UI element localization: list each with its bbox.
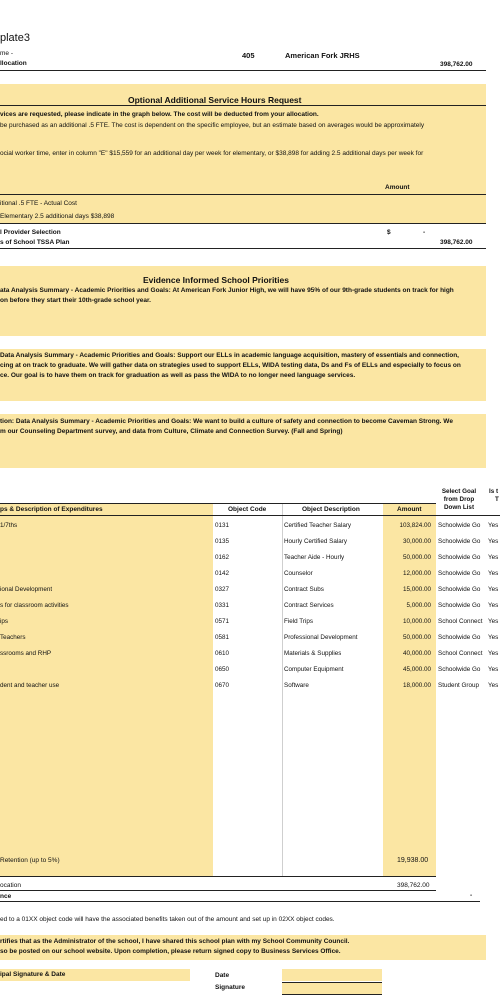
goal-column-header <box>440 488 478 512</box>
row-object-code[interactable]: 0142 <box>215 570 230 577</box>
signature-field-line <box>282 994 382 995</box>
priority-1-line2: on before they start their 10th-grade school year. <box>0 297 151 305</box>
extra-header-line1: Is t <box>489 488 499 495</box>
row-amount[interactable]: 50,000.00 <box>402 634 431 641</box>
row-flag[interactable]: Yes <box>488 682 499 689</box>
allocation-amount: 398,762.00 <box>440 61 473 68</box>
table-header-rule <box>0 515 500 516</box>
options-divider <box>0 223 486 224</box>
certification-line2: so be posted on our school website. Upon completion, please return signed copy to Business Services Office. <box>0 948 341 956</box>
row-object-code[interactable]: 0581 <box>215 634 230 641</box>
table-row <box>0 534 500 550</box>
allocation-rule <box>0 890 436 891</box>
retention-label: Retention (up to 5%) <box>0 857 60 864</box>
row-object-description[interactable]: Field Trips <box>284 618 314 625</box>
row-amount[interactable]: 30,000.00 <box>402 538 431 545</box>
amount-divider <box>0 194 486 195</box>
option-elementary-days[interactable]: Elementary 2.5 additional days $38,898 <box>0 213 115 220</box>
row-description[interactable]: ional Development <box>0 586 53 593</box>
row-goal-select[interactable]: Schoolwide Go <box>438 634 481 641</box>
certification-line1: rtifies that as the Administrator of the school, I have shared this school plan with my School Community Council. <box>0 938 350 945</box>
priority-1-line1: ata Analysis Summary - Academic Priorities and Goals: At American Fork Junior High, we will have 95% of our 9th-grade students on track for high <box>0 287 454 294</box>
priority-2-line1: Data Analysis Summary - Academic Priorities and Goals: Support our ELLs in academic language acquisition, mastery of essentials and connection, <box>0 352 459 359</box>
row-amount[interactable]: 18,000.00 <box>402 682 431 689</box>
row-goal-select[interactable]: Schoolwide Go <box>438 570 481 577</box>
provider-selection-label: l Provider Selection <box>0 229 61 236</box>
date-field[interactable] <box>282 969 382 981</box>
row-object-description[interactable]: Teacher Aide - Hourly <box>284 554 345 561</box>
row-amount[interactable]: 5,000.00 <box>406 602 431 609</box>
service-cost-note: be purchased as an additional .5 FTE. The cost is dependent on the specific employee, but an estimate based on averages would be approximately <box>0 122 425 129</box>
priority-2-text <box>0 352 486 380</box>
tssa-plan-amount: 398,762.00 <box>440 239 473 246</box>
row-object-description[interactable]: Contract Subs <box>284 586 324 593</box>
row-flag[interactable]: Yes <box>488 570 499 577</box>
table-row <box>0 598 500 614</box>
balance-label: nce <box>0 893 12 900</box>
total-allocation-label: ocation <box>0 882 21 889</box>
row-flag[interactable]: Yes <box>488 666 499 673</box>
balance-rule <box>0 901 480 902</box>
description-header: ps & Description of Expenditures <box>0 506 103 513</box>
row-object-description[interactable]: Contract Services <box>284 602 334 609</box>
header-line: me - <box>0 50 13 57</box>
date-field-line <box>282 982 382 983</box>
row-flag[interactable]: Yes <box>488 554 499 561</box>
table-bottom-rule <box>0 876 436 877</box>
row-object-code[interactable]: 0131 <box>215 522 230 529</box>
row-amount[interactable]: 45,000.00 <box>402 666 431 673</box>
row-description[interactable]: ssrooms and RHP <box>0 650 52 657</box>
option-half-fte[interactable]: itional .5 FTE - Actual Cost <box>0 200 77 207</box>
tssa-plan-label: s of School TSSA Plan <box>0 239 70 246</box>
row-object-description[interactable]: Computer Equipment <box>284 666 344 673</box>
priority-3-text <box>0 418 486 436</box>
provider-dollar: $ <box>387 229 391 236</box>
balance-value: - <box>470 892 473 899</box>
row-goal-select[interactable]: Schoolwide Go <box>438 602 481 609</box>
table-row <box>0 550 500 566</box>
row-object-code[interactable]: 0135 <box>215 538 230 545</box>
social-worker-note: ocial worker time, enter in column "E" $15,559 for an additional day per week for elementary, or $38,898 for adding 2.5 additional days per week for <box>0 150 424 157</box>
row-description[interactable]: Teachers <box>0 634 26 641</box>
row-object-description[interactable]: Certified Teacher Salary <box>284 522 352 529</box>
date-label: Date <box>215 972 230 979</box>
priority-3-line1: tion: Data Analysis Summary - Academic Priorities and Goals: We want to build a culture of safety and connection to become Caveman Strong. We <box>0 418 453 425</box>
row-flag[interactable]: Yes <box>488 522 499 529</box>
extra-column-header <box>489 488 499 504</box>
row-amount[interactable]: 40,000.00 <box>402 650 431 657</box>
goal-header-line3: Down List <box>443 503 475 511</box>
signature-label: Signature <box>215 984 245 991</box>
header-divider <box>0 70 486 71</box>
row-flag[interactable]: Yes <box>488 618 499 625</box>
row-description[interactable]: ips <box>0 618 9 625</box>
row-object-description[interactable]: Professional Development <box>284 634 358 641</box>
row-description[interactable]: dent and teacher use <box>0 682 60 689</box>
principal-signature-label: ipal Signature & Date <box>0 971 66 978</box>
row-object-description[interactable]: Materials & Supplies <box>284 650 342 657</box>
row-object-code[interactable]: 0670 <box>215 682 230 689</box>
row-goal-select[interactable]: Schoolwide Go <box>438 538 481 545</box>
row-amount[interactable]: 10,000.00 <box>402 618 431 625</box>
total-allocation-amount: 398,762.00 <box>397 882 430 889</box>
table-row <box>0 662 500 678</box>
row-goal-select[interactable]: Schoolwide Go <box>438 586 481 593</box>
signature-field[interactable] <box>282 982 382 994</box>
table-row <box>0 518 500 534</box>
table-row <box>0 582 500 598</box>
row-object-description[interactable]: Hourly Certified Salary <box>284 538 347 545</box>
document-title: plate3 <box>0 32 30 44</box>
row-flag[interactable]: Yes <box>488 586 499 593</box>
priority-3-line2: m our Counseling Department survey, and data from Culture, Climate and Connection Survey. (Fall and Spring) <box>0 428 343 436</box>
row-goal-select[interactable]: Schoolwide Go <box>438 666 481 673</box>
row-object-code[interactable]: 0610 <box>215 650 230 657</box>
row-object-code[interactable]: 0327 <box>215 586 230 593</box>
school-code: 405 <box>242 51 255 60</box>
row-description[interactable]: s for classroom activities <box>0 602 69 609</box>
row-description[interactable]: 1/7ths <box>0 522 18 529</box>
table-row <box>0 678 500 694</box>
allocation-label: llocation <box>0 60 27 67</box>
row-flag[interactable]: Yes <box>488 602 499 609</box>
priority-2-line3: ce. Our goal is to have them on track for graduation as well as pass the WIDA to no longer need language services. <box>0 372 356 380</box>
row-flag[interactable]: Yes <box>488 650 499 657</box>
retention-amount[interactable]: 19,938.00 <box>397 857 429 864</box>
amount-header: Amount <box>385 184 410 191</box>
row-object-code[interactable]: 0571 <box>215 618 230 625</box>
tssa-divider <box>0 248 486 249</box>
goal-header-line1: Select Goal <box>441 488 477 495</box>
row-goal-select[interactable]: Student Group <box>438 682 479 689</box>
service-instruction: vices are requested, please indicate in the graph below. The cost will be deducted from your allocation. <box>0 111 319 118</box>
table-row <box>0 566 500 582</box>
priorities-heading: Evidence Informed School Priorities <box>143 275 289 285</box>
table-row <box>0 614 500 630</box>
row-amount[interactable]: 50,000.00 <box>402 554 431 561</box>
priority-2-line2: cing at on track to graduate. We will gather data on strategies used to support ELLs, WIDA testing data, Ds and Fs of ELLs and especially to focus on <box>0 362 461 370</box>
goal-header-line2: from Drop <box>443 495 475 503</box>
priority-1-text <box>0 287 486 305</box>
service-hours-heading: Optional Additional Service Hours Request <box>128 95 302 105</box>
certification-text <box>0 938 349 956</box>
row-object-description[interactable]: Counselor <box>284 570 313 577</box>
provider-amount[interactable]: - <box>423 229 426 236</box>
row-object-code[interactable]: 0162 <box>215 554 230 561</box>
table-row <box>0 630 500 646</box>
row-goal-select[interactable]: Schoolwide Go <box>438 522 481 529</box>
table-row <box>0 646 500 662</box>
row-amount[interactable]: 103,824.00 <box>399 522 431 529</box>
row-amount[interactable]: 12,000.00 <box>402 570 431 577</box>
amount-column-header: Amount <box>397 506 422 513</box>
school-name: American Fork JRHS <box>285 51 360 60</box>
service-heading-divider <box>0 105 486 106</box>
row-object-code[interactable]: 0650 <box>215 666 230 673</box>
row-goal-select[interactable]: Schoolwide Go <box>438 554 481 561</box>
row-object-description[interactable]: Software <box>284 682 309 689</box>
row-object-code[interactable]: 0331 <box>215 602 230 609</box>
object-description-header: Object Description <box>302 506 360 513</box>
row-goal-select[interactable]: School Connect <box>438 618 483 625</box>
row-amount[interactable]: 15,000.00 <box>402 586 431 593</box>
row-goal-select[interactable]: School Connect <box>438 650 483 657</box>
row-flag[interactable]: Yes <box>488 538 499 545</box>
row-flag[interactable]: Yes <box>488 634 499 641</box>
extra-header-line2: T <box>495 495 499 503</box>
benefits-note: ed to a 01XX object code will have the associated benefits taken out of the amount and set up in 02XX object codes. <box>0 916 335 923</box>
object-code-header: Object Code <box>228 506 267 513</box>
